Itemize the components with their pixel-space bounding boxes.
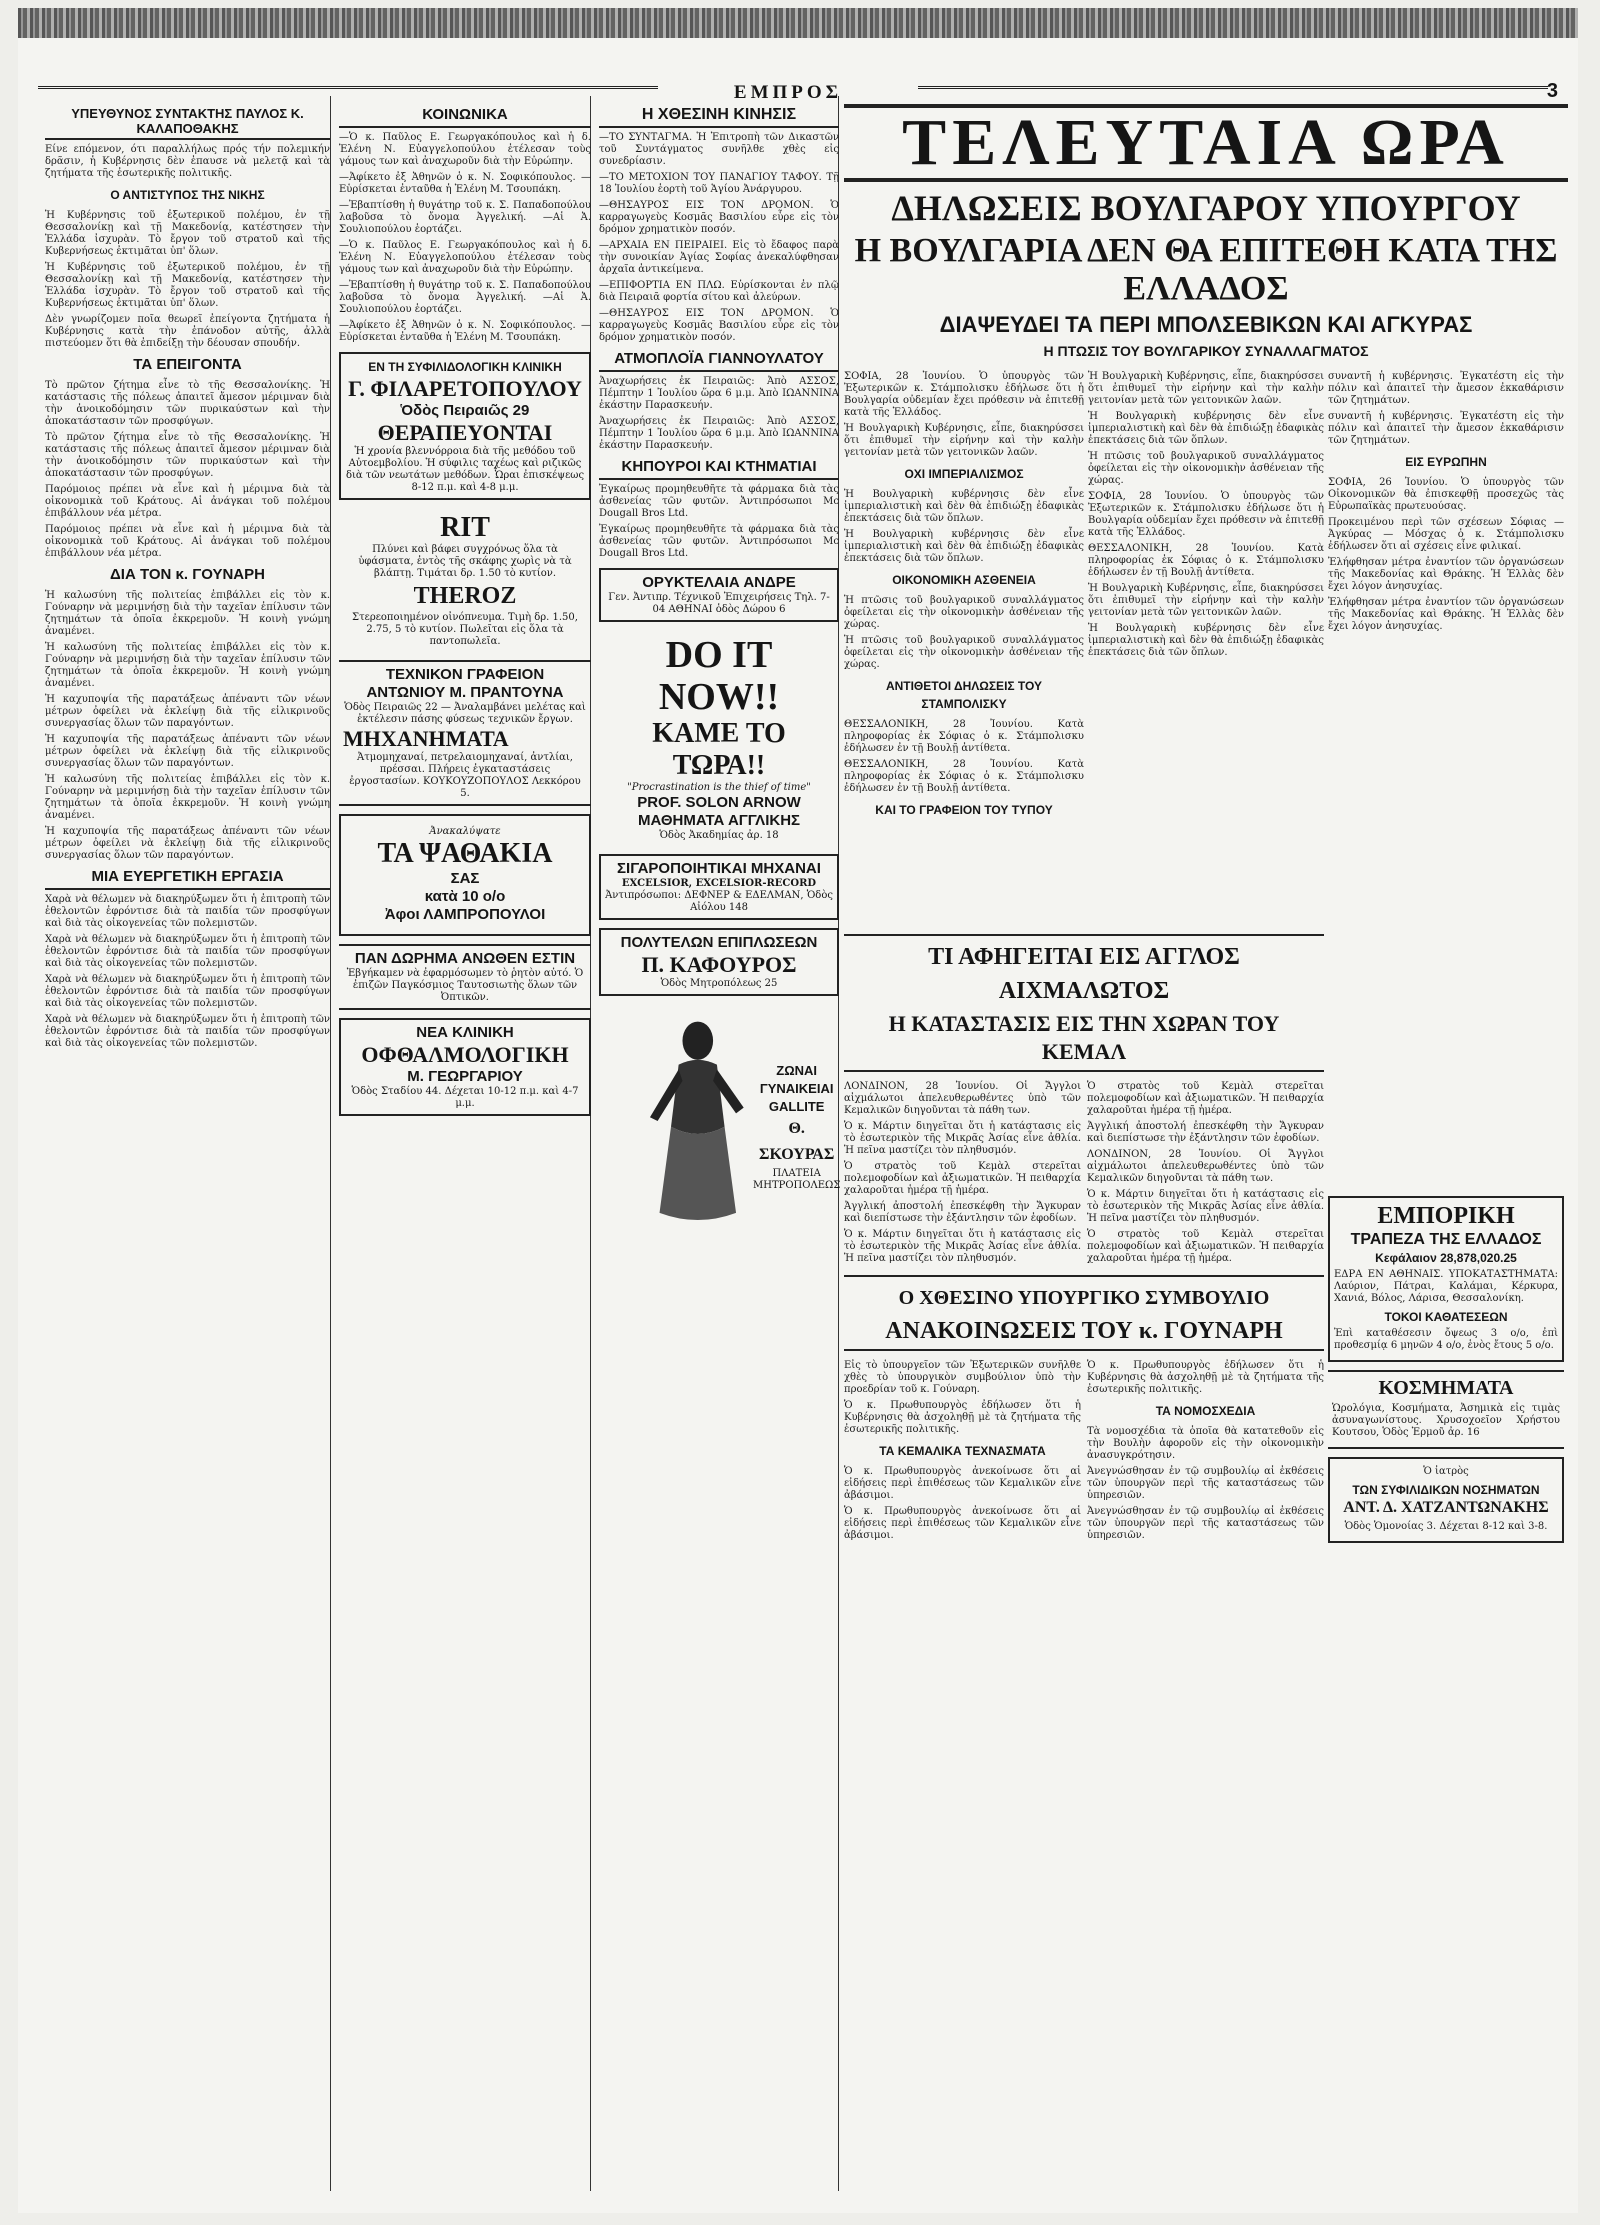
ad-text: Ἐπὶ καταθέσεσιν ὄψεως 3 ο/ο, ἐπὶ προθεσμίᾳ 6 μηνῶν 4 ο/ο, ἑνὸς ἔτους 5 ο/ο. [1334, 1328, 1558, 1351]
kemal-article [844, 928, 1324, 1546]
article-text: Ἡ Βουλγαρικὴ κυβέρνησις δὲν εἶνε ἰμπεριαλιστικὴ καὶ δὲν θὰ ἐπιδιώξῃ ἐδαφικὰς ἐπεκτάσεις διὰ τῶν ὅπλων. [844, 529, 1084, 564]
article-text: Ὁ κ. Πρωθυπουργὸς ἀνεκοίνωσε ὅτι αἱ εἰδήσεις περὶ ἐπιθέσεως τῶν Κεμαλικῶν εἶνε ἀβάσιμοι. [844, 1506, 1081, 1541]
ad-text: Ὁδὸς Σταδίου 44. Δέχεται 10-12 π.μ. καὶ 4-7 μ.μ. [351, 1086, 579, 1109]
article-text: —Ἐβαπτίσθη ἡ θυγάτηρ τοῦ κ. Σ. Παπαδοπούλου λαβοῦσα τὸ ὄνομα Ἀγγελική. —Αἱ Ἀ. Σουλιοπούλου ἑορτάζει. [339, 280, 591, 315]
article-text: Ἀγγλική ἀποστολή ἐπεσκέφθη τὴν Ἄγκυραν καὶ διεπίστωσε τὴν ἐξάντλησιν τῶν ἐφοδίων. [844, 1201, 1081, 1224]
article-text: Ὁ κ. Πρωθυπουργὸς ἐδήλωσεν ὅτι ἡ Κυβέρνησις θὰ ἀσχοληθῇ μὲ τὰ ζητήματα τῆς ἐσωτερικῆς πολιτικῆς. [1087, 1360, 1324, 1395]
article-text: —Ὁ κ. Παῦλος Ε. Γεωργακόπουλος καὶ ἡ δ. Ἑλένη Ν. Εὐαγγελοπούλου ἐτέλεσαν τοὺς γάμους των καὶ ἀναχωροῦν διὰ τὴν Εὐρώπην. [339, 240, 591, 275]
paper-name: ΕΜΠΡΟΣ [658, 82, 918, 102]
article-text: —ΑΡΧΑΙΑ ΕΝ ΠΕΙΡΑΙΕΙ. Εἰς τὸ ἔδαφος παρὰ τὴν συνοικίαν Ἀγίας Σοφίας ἀνεκαλύφθησαν ἀρχαῖα ἀντικείμενα. [599, 240, 839, 275]
psathakia-ad [339, 814, 591, 936]
article-text: Είνε επόμενον, ότι παραλλήλως πρός τήν πολεμικήν δρᾶσιν, ἡ Κυβέρνησις δὲν ἐπαυσε νὰ μελετᾷ καὶ τὰ ζητήματα τῆς ἐσωτερικῆς πολιτικῆς. [45, 144, 330, 179]
article-text: Ἡ καχυποψία τῆς παρατάξεως ἀπέναντι τῶν νέων μέτρων ὀφείλει νὰ ἐκλείψῃ διὰ τῆς εἰλικρινοῦς συνεργασίας ὅλων τῶν παραγόντων. [45, 694, 330, 729]
ad-title: Μ. ΓΕΩΡΓΑΡΙΟΥ [407, 1068, 523, 1085]
ad-text: ΕΔΡΑ ΕΝ ΑΘΗΝΑΙΣ. ΥΠΟΚΑΤΑΣΤΗΜΑΤΑ: Λαύριον, Πάτραι, Καλάμαι, Κέρκυρα, Χανιά, Βόλος, Λάρισα, Θεσσαλονίκη. [1334, 1269, 1558, 1304]
ad-text: Στερεοποιημένον οἰνόπνευμα. Τιμὴ δρ. 1.50, 2.75, 5 τὸ κυτίον. Πωλεῖται εἰς ὅλα τὰ παντοπωλεῖα. [352, 612, 578, 647]
subheading: ΤΑ ΚΕΜΑΛΙΚΑ ΤΕΧΝΑΣΜΑΤΑ [879, 1444, 1046, 1458]
ad-text: Ὡρολόγια, Κοσμήματα, Ἀσημικὰ εἰς τιμὰς ἀσυναγωνίστους. Χρυσοχοεῖον Χρήστου Κουτσου, Ὁδὸς Ἑρμοῦ ἀρ. 16 [1332, 1403, 1560, 1438]
article-text: Ἡ Βουλγαρικὴ κυβέρνησις δὲν εἶνε ἰμπεριαλιστικὴ καὶ δὲν θὰ ἐπιδιώξῃ ἐδαφικὰς ἐπεκτάσεις διὰ τῶν ὅπλων. [1088, 623, 1324, 658]
ad-title: ΜΑΘΗΜΑΤΑ ΑΓΓΛΙΚΗΣ [637, 812, 801, 829]
ad-title: ΣΙΓΑΡΟΠΟΙΗΤΙΚΑΙ ΜΗΧΑΝΑΙ [617, 860, 821, 877]
ad-title: ΝΕΑ ΚΛΙΝΙΚΗ [416, 1024, 514, 1041]
subheading: ΕΙΣ ΕΥΡΩΠΗΝ [1405, 455, 1487, 469]
article-text: Ἡ Βουλγαρικὴ κυβέρνησις δὲν εἶνε ἰμπεριαλιστικὴ καὶ δὲν θὰ ἐπιδιώξῃ ἐδαφικὰς ἐπεκτάσεις διὰ τῶν ὅπλων. [1088, 411, 1324, 446]
article-text: Ἡ Βουλγαρικὴ Κυβέρνησις, εἶπε, διακηρύσσει ὅτι ἐπιθυμεῖ τὴν εἰρήνην καὶ τὴν καλὴν γειτονίαν μετὰ τῶν γειτονικῶν λαῶν. [1088, 371, 1324, 406]
ad-title: Γ. ΦΙΛΑΡΕΤΟΠΟΥΛΟΥ [348, 376, 582, 401]
ad-title: THEROZ [413, 583, 517, 609]
article-headline: Η ΚΑΤΑΣΤΑΣΙΣ ΕΙΣ ΤΗΝ ΧΩΡΑΝ ΤΟΥ ΚΕΜΑΛ [844, 1010, 1324, 1072]
article-text: Ἡ καλωσύνη τῆς πολιτείας ἐπιβάλλει εἰς τὸν κ. Γούναρην νὰ μεριμνήσῃ διὰ τὴν ταχεῖαν ἐπίλυσιν τῶν ζητημάτων τὰ ὁποῖα ἐκκρεμοῦν. Ἡ κοινὴ γνώμη ἀναμένει. [45, 590, 330, 637]
doctor-ad [1328, 1457, 1564, 1543]
ad-title: Ἀφοι ΛΑΜΠΡΟΠΟΥΛΟΙ [384, 906, 546, 923]
ad-title: ΤΕΧΝΙΚΟΝ ΓΡΑΦΕΙΟΝ [385, 666, 545, 683]
ad-title: ΤΟΚΟΙ ΚΑΘΑΤΕΣΕΩΝ [1384, 1310, 1508, 1324]
ad-title: ΜΗΧΑΝΗΜΑΤΑ [343, 726, 509, 751]
article-text: Ἐγκαίρως προμηθευθῆτε τὰ φάρμακα διὰ τὰς ἀσθενείας τῶν φυτῶν. Ἀντιπρόσωποι Mc Dougall Bros Ltd. [599, 484, 839, 519]
byline: ΥΠΕΥΘΥΝΟΣ ΣΥΝΤΑΚΤΗΣ ΠΑΥΛΟΣ Κ. ΚΑΛΑΠΟΘΑΚΗΣ [45, 106, 330, 140]
ad-title: ΕΜΠΟΡΙΚΗ [1377, 1203, 1515, 1229]
article-text: Ἡ Κυβέρνησις τοῦ ἐξωτερικοῦ πολέμου, ἐν τῇ Θεσσαλονίκῃ καὶ τῇ Μακεδονίᾳ, κατέστησεν τὴν Ἑλλάδα ἰσχυρὰν. Τὸ ἔργον τοῦ στρατοῦ καὶ τῆς Κυβερνήσεως ἐκτιμᾶται ὑπ' ὅλων. [45, 210, 330, 257]
article-text: συναντῆ ἡ κυβέρνησις. Ἐγκατέστη εἰς τὴν πόλιν καὶ ἀπαιτεῖ τὴν ἄμεσον ἐκκαθάρισιν τῶν ζητημάτων. [1328, 371, 1564, 406]
ad-title: ΑΝΤ. Δ. ΧΑΤΖΑΝΤΩΝΑΚΗΣ [1343, 1499, 1549, 1516]
article-text: Ἡ πτῶσις τοῦ βουλγαρικοῦ συναλλάγματος ὀφείλεται εἰς τὴν οἰκονομικὴν ἀσθένειαν τῆς χώρας. [1088, 451, 1324, 486]
article-text: Ὁ κ. Πρωθυπουργὸς ἐδήλωσεν ὅτι ἡ Κυβέρνησις θὰ ἀσχοληθῇ μὲ τὰ ζητήματα τῆς ἐσωτερικῆς πολιτικῆς. [844, 1400, 1081, 1435]
article-text: Ὁ στρατὸς τοῦ Κεμὰλ στερεῖται πολεμοφοδίων καὶ ἀξιωματικῶν. Ἡ πειθαρχία χαλαροῦται ἡμέρα τῇ ἡμέρα. [1087, 1229, 1324, 1264]
headline: Η ΒΟΥΛΓΑΡΙΑ ΔΕΝ ΘΑ ΕΠΙΤΕΘΗ ΚΑΤΑ ΤΗΣ ΕΛΛΑΔΟΣ [854, 232, 1558, 307]
ad-text: "Procrastination is the thief of time" [627, 782, 811, 793]
article-text: —ΘΗΣΑΥΡΟΣ ΕΙΣ ΤΟΝ ΔΡΟΜΟΝ. Ὁ καρραγωγεὺς Κοσμᾶς Βασιλίου εὗρε εἰς τὸν δρόμον χρηματικὸν ποσόν. [599, 200, 839, 235]
page-number: 3 [1546, 80, 1558, 102]
column-1 [40, 100, 335, 2190]
article-text: —Ἀφίκετο ἐξ Ἀθηνῶν ὁ κ. Ν. Σοφικόπουλος. —Εὑρίσκεται ἐνταῦθα ἡ Ἑλένη Μ. Τσουπάκη. [339, 172, 591, 195]
ad-title: RIT [440, 512, 490, 543]
article-text: ΘΕΣΣΑΛΟΝΙΚΗ, 28 Ἰουνίου. Κατὰ πληροφορίας ἐκ Σόφιας ὁ κ. Στάμπολισκυ ἐδήλωσεν ἐν τῇ Βουλῇ ἀντίθετα. [844, 719, 1084, 754]
subheading: ΤΑ ΕΠΕΙΓΟΝΤΑ [133, 356, 242, 373]
article-text: Ἀνεγνώσθησαν ἐν τῷ συμβουλίῳ αἱ ἐκθέσεις τῶν ὑπουργῶν περὶ τῆς καταστάσεως τῶν ὑπηρεσιῶν. [1087, 1506, 1324, 1541]
english-lessons-ad [599, 630, 839, 846]
article-text: Χαρὰ νὰ θέλωμεν νὰ διακηρύξωμεν ὅτι ἡ ἐπιτροπὴ τῶν ἐθελοντῶν ἐφρόντισε διὰ τὰ παιδία τῶν προσφύγων καὶ διὰ τὰς οἰκογενείας τῶν πολεμιστῶν. [45, 894, 330, 929]
oil-ad [599, 568, 839, 622]
banner-headline: ΤΕΛΕΥΤΑΙΑ ΩΡΑ [844, 104, 1568, 182]
article-text: Ὁ στρατὸς τοῦ Κεμὰλ στερεῖται πολεμοφοδίων καὶ ἀξιωματικῶν. Ἡ πειθαρχία χαλαροῦται ἡμέρα τῇ ἡμέρα. [844, 1161, 1081, 1196]
ads-column [1328, 1188, 1564, 1551]
article-text: —Ἀφίκετο ἐξ Ἀθηνῶν ὁ κ. Ν. Σοφικόπουλος. —Εὑρίσκεται ἐνταῦθα ἡ Ἑλένη Μ. Τσουπάκη. [339, 320, 591, 343]
article-text: Ἀναχωρήσεις ἐκ Πειραιῶς: Ἀπὸ ΑΣΣΟΣ, Πέμπτην 1 Ἰουλίου ὥρα 6 μ.μ. Ἀπὸ ΙΩΑΝΝΙΝΑ ἐκάστην Παρασκευήν. [599, 416, 839, 451]
ad-text: ΠΛΑΤΕΙΑ ΜΗΤΡΟΠΟΛΕΩΣ [753, 1168, 841, 1191]
ad-text: Ἀνακαλύψατε [429, 826, 501, 837]
article-text: Τὸ πρῶτον ζήτημα εἶνε τὸ τῆς Θεσσαλονίκης. Ἡ κατάστασις τῆς πόλεως ἀπαιτεῖ ἄμεσον μέριμναν διὰ τὴν ἀνοικοδόμησιν τῶν πυρικαύστων καὶ τὴν ἀποκατάστασιν τῶν προσφύγων. [45, 380, 330, 427]
ad-title: ΠΟΛΥΤΕΛΩΝ ΕΠΙΠΛΩΣΕΩΝ [620, 934, 818, 951]
article-text: Ὁ στρατὸς τοῦ Κεμὰλ στερεῖται πολεμοφοδίων καὶ ἀξιωματικῶν. Ἡ πειθαρχία χαλαροῦται ἡμέρα τῇ ἡμέρα. [1087, 1081, 1324, 1116]
article-text: Ἐλήφθησαν μέτρα ἐναντίον τῶν ὀργανώσεων τῆς Μακεδονίας καὶ Θράκης. Ἡ Ἑλλὰς δὲν ἔχει λόγον ἀνησυχίας. [1328, 557, 1564, 592]
article-text: Ἀναχωρήσεις ἐκ Πειραιῶς: Ἀπὸ ΑΣΣΟΣ, Πέμπτην 1 Ἰουλίου ὥρα 6 μ.μ. Ἀπὸ ΙΩΑΝΝΙΝΑ ἐκάστην Παρασκευήν. [599, 376, 839, 411]
ad-address: Ὁδὸς Πειραιῶς 29 [400, 402, 530, 419]
article-text: Ἐγκαίρως προμηθευθῆτε τὰ φάρμακα διὰ τὰς ἀσθενείας τῶν φυτῶν. Ἀντιπρόσωποι Mc Dougall Bros Ltd. [599, 524, 839, 559]
subheading: ΟΙΚΟΝΟΜΙΚΗ ΑΣΘΕΝΕΙΑ [892, 573, 1036, 587]
ad-text: Ἀντιπρόσωποι: ΔΕΦΝΕΡ & ΕΔΕΛΜΑΝ, Ὁδὸς Αἰόλου 148 [605, 890, 833, 913]
ad-title: DO IT NOW!! [658, 634, 780, 718]
article-text: —ΤΟ ΣΥΝΤΑΓΜΑ. Ἡ Ἐπιτροπὴ τῶν Δικαστῶν τοῦ Συντάγματος συνῆλθε χθὲς εἰς συνεδρίασιν. [599, 132, 839, 167]
subheading: ΟΧΙ ΙΜΠΕΡΙΑΛΙΣΜΟΣ [904, 467, 1024, 481]
article-text: Ἡ καχυποψία τῆς παρατάξεως ἀπέναντι τῶν νέων μέτρων ὀφείλει νὰ ἐκλείψῃ διὰ τῆς εἰλικρινοῦς συνεργασίας ὅλων τῶν παραγόντων. [45, 826, 330, 861]
column-3 [594, 100, 844, 2190]
article-text: ΣΟΦΙΑ, 28 Ἰουνίου. Ὁ ὑπουργὸς τῶν Ἐξωτερικῶν κ. Στάμπολισκυ ἐδήλωσε ὅτι ἡ Βουλγαρία οὐδεμίαν ἔχει πρόθεσιν νὰ ἐπιτεθῇ κατὰ τῆς Ἑλλάδος. [844, 371, 1084, 418]
article-text: Ἡ πτῶσις τοῦ βουλγαρικοῦ συναλλάγματος ὀφείλεται εἰς τὴν οἰκονομικὴν ἀσθένειαν τῆς χώρας. [844, 635, 1084, 670]
headline: ΔΗΛΩΣΕΙΣ ΒΟΥΛΓΑΡΟΥ ΥΠΟΥΡΓΟΥ [891, 188, 1521, 228]
news-columns [844, 368, 1568, 2148]
article-text: Χαρὰ νὰ θέλωμεν νὰ διακηρύξωμεν ὅτι ἡ ἐπιτροπὴ τῶν ἐθελοντῶν ἐφρόντισε διὰ τὰ παιδία τῶν προσφύγων καὶ διὰ τὰς οἰκογενείας τῶν πολεμιστῶν. [45, 934, 330, 969]
article-text: Χαρὰ νὰ θέλωμεν νὰ διακηρύξωμεν ὅτι ἡ ἐπιτροπὴ τῶν ἐθελοντῶν ἐφρόντισε διὰ τὰ παιδία τῶν προσφύγων καὶ διὰ τὰς οἰκογενείας τῶν πολεμιστῶν. [45, 1014, 330, 1049]
ad-title: Π. ΚΑΦΟΥΡΟΣ [641, 952, 797, 977]
article-text: Ἡ καχυποψία τῆς παρατάξεως ἀπέναντι τῶν νέων μέτρων ὀφείλει νὰ ἐκλείψῃ διὰ τῆς εἰλικρινοῦς συνεργασίας ὅλων τῶν παραγόντων. [45, 734, 330, 769]
article-text: ΘΕΣΣΑΛΟΝΙΚΗ, 28 Ἰουνίου. Κατὰ πληροφορίας ἐκ Σόφιας ὁ κ. Στάμπολισκυ ἐδήλωσεν ἐν τῇ Βουλῇ ἀντίθετα. [844, 759, 1084, 794]
article-text: Ἡ πτῶσις τοῦ βουλγαρικοῦ συναλλάγματος ὀφείλεται εἰς τὴν οἰκονομικὴν ἀσθένειαν τῆς χώρας. [844, 595, 1084, 630]
ad-text: Ὁδὸς Πειραιῶς 22 — Ἀναλαμβάνει μελέτας καὶ ἐκτέλεσιν πάσης φύσεως τεχνικῶν ἔργων. [344, 702, 586, 725]
article-text: Ὁ κ. Μάρτιν διηγεῖται ὅτι ἡ κατάστασις εἰς τὸ ἐσωτερικὸν τῆς Μικρᾶς Ἀσίας εἶνε ἀθλία. Ἡ πεῖνα μαστίζει τὸν πληθυσμόν. [1087, 1189, 1324, 1224]
article-text: Προκειμένου περὶ τῶν σχέσεων Σόφιας — Ἀγκύρας — Μόσχας ὁ κ. Στάμπολισκυ ἐδήλωσεν ὅτι αἱ σχέσεις εἶνε φιλικαί. [1328, 517, 1564, 552]
headline: Η ΠΤΩΣΙΣ ΤΟΥ ΒΟΥΛΓΑΡΙΚΟΥ ΣΥΝΑΛΛΑΓΜΑΤΟΣ [1043, 343, 1369, 359]
cigarette-machines-ad [599, 854, 839, 920]
article-text: Τὰ νομοσχέδια τὰ ὁποῖα θὰ κατατεθοῦν εἰς τὴν Βουλὴν ἀφοροῦν εἰς τὴν οἰκονομικὴν ἀνασυγκρότησιν. [1087, 1426, 1324, 1461]
article-text: ΣΟΦΙΑ, 28 Ἰουνίου. Ὁ ὑπουργὸς τῶν Ἐξωτερικῶν κ. Στάμπολισκυ ἐδήλωσε ὅτι ἡ Βουλγαρία οὐδεμίαν ἔχει πρόθεσιν νὰ ἐπιτεθῇ κατὰ τῆς Ἑλλάδος. [1088, 491, 1324, 538]
ad-title: ΤΡΑΠΕΖΑ ΤΗΣ ΕΛΛΑΔΟΣ [1350, 1231, 1542, 1248]
ad-text: Ἐβγήκαμεν νὰ ἐφαρμόσωμεν τὸ ῥητὸν αὐτό. Ὁ ἐπιζῶν Παγκόσμιος Ταυτοσιωτὴς ὅλων τῶν Ὀπτικῶν. [346, 968, 584, 1003]
article-text: —ΤΟ ΜΕΤΟΧΙΟΝ ΤΟΥ ΠΑΝΑΓΙΟΥ ΤΑΦΟΥ. Τῇ 18 Ἰουλίου ἑορτὴ τοῦ Ἁγίου Ἀνάργυρου. [599, 172, 839, 195]
article-text: ΛΟΝΔΙΝΟΝ, 28 Ἰουνίου. Οἱ Ἄγγλοι αἰχμάλωτοι ἀπελευθερωθέντες ὑπὸ τῶν Κεμαλικῶν διηγοῦνται τὰ πάθη των. [844, 1081, 1081, 1116]
column-2 [334, 100, 596, 2190]
newspaper-page [18, 8, 1578, 2213]
ad-text: Ὁ ἰατρὸς [1423, 1466, 1469, 1477]
article-text: ΘΕΣΣΑΛΟΝΙΚΗ, 28 Ἰουνίου. Κατὰ πληροφορίας ἐκ Σόφιας ὁ κ. Στάμπολισκυ ἐδήλωσεν ἐν τῇ Βουλῇ ἀντίθετα. [1088, 543, 1324, 578]
article-text: —ΕΠΙΦΟΡΤΙΑ ΕΝ ΠΛΩ. Εὑρίσκονται ἐν πλῷ διὰ Πειραιᾶ φορτία σίτου καὶ ἀλεύρων. [599, 280, 839, 303]
article-text: Παρόμοιος πρέπει νὰ εἶνε καὶ ἡ μέριμνα διὰ τὰ οἰκονομικὰ τοῦ Κράτους. Αἱ ἀνάγκαι τοῦ πολέμου ἐπιβάλλουν νέα μέτρα. [45, 524, 330, 559]
article-text: Ὁ κ. Μάρτιν διηγεῖται ὅτι ἡ κατάστασις εἰς τὸ ἐσωτερικὸν τῆς Μικρᾶς Ἀσίας εἶνε ἀθλία. Ἡ πεῖνα μαστίζει τὸν πληθυσμόν. [844, 1229, 1081, 1264]
jewelry-ad [1328, 1370, 1564, 1449]
article-text: —Ὁ κ. Παῦλος Ε. Γεωργακόπουλος καὶ ἡ δ. Ἑλένη Ν. Εὐαγγελοπούλου ἐτέλεσαν τοὺς γάμους των καὶ ἀναχωροῦν διὰ τὴν Εὐρώπην. [339, 132, 591, 167]
eye-clinic-ad [339, 1018, 591, 1116]
subheading: ΤΑ ΝΟΜΟΣΧΕΔΙΑ [1155, 1404, 1256, 1418]
rit-ad [339, 508, 591, 652]
ad-title: PROF. SOLON ARNOW [637, 794, 801, 811]
article-text: Ἀνεγνώσθησαν ἐν τῷ συμβουλίῳ αἱ ἐκθέσεις τῶν ὑπουργῶν περὶ τῆς καταστάσεως τῶν ὑπηρεσιῶν. [1087, 1466, 1324, 1501]
subheading: ΑΝΤΙΘΕΤΟΙ ΔΗΛΩΣΕΙΣ ΤΟΥ ΣΤΑΜΠΟΛΙΣΚΥ [885, 679, 1043, 711]
article-text: Ὁ κ. Μάρτιν διηγεῖται ὅτι ἡ κατάστασις εἰς τὸ ἐσωτερικὸν τῆς Μικρᾶς Ἀσίας εἶνε ἀθλία. Ἡ πεῖνα μαστίζει τὸν πληθυσμόν. [844, 1121, 1081, 1156]
article-text: ΛΟΝΔΙΝΟΝ, 28 Ἰουνίου. Οἱ Ἄγγλοι αἰχμάλωτοι ἀπελευθερωθέντες ὑπὸ τῶν Κεμαλικῶν διηγοῦνται τὰ πάθη των. [1087, 1149, 1324, 1184]
headline: ΔΙΑΨΕΥΔΕΙ ΤΑ ΠΕΡΙ ΜΠΟΛΣΕΒΙΚΩΝ ΚΑΙ ΑΓΚΥΡΑΣ [939, 312, 1473, 337]
article-text: Ἡ Βουλγαρικὴ Κυβέρνησις, εἶπε, διακηρύσσει ὅτι ἐπιθυμεῖ τὴν εἰρήνην καὶ τὴν καλὴν γειτονίαν μετὰ τῶν γειτονικῶν λαῶν. [1088, 583, 1324, 618]
article-text: Ἡ Βουλγαρικὴ Κυβέρνησις, εἶπε, διακηρύσσει ὅτι ἐπιθυμεῖ τὴν εἰρήνην καὶ τὴν καλὴν γειτονίαν μετὰ τῶν γειτονικῶν λαῶν. [844, 423, 1084, 458]
corset-illustration [603, 1012, 753, 1242]
ad-title: ΘΕΡΑΠΕΥΟΝΤΑΙ [377, 420, 553, 445]
clinic-ad [339, 352, 591, 500]
article-text: Εἰς τὸ ὑπουργεῖον τῶν Ἐξωτερικῶν συνῆλθε χθὲς τὸ ὑπουργικὸν συμβούλιον ὑπὸ τὴν προεδρίαν τοῦ κ. Γούναρη. [844, 1360, 1081, 1395]
article-text: Ἐλήφθησαν μέτρα ἐναντίον τῶν ὀργανώσεων τῆς Μακεδονίας καὶ Θράκης. Ἡ Ἑλλὰς δὲν ἔχει λόγον ἀνησυχίας. [1328, 597, 1564, 632]
ad-title: Θ. ΣΚΟΥΡΑΣ [759, 1120, 835, 1163]
woman-figure-icon [603, 1012, 783, 1232]
ad-text: Ὁδὸς Μητροπόλεως 25 [660, 978, 778, 989]
ad-title: ΚΟΣΜΗΜΑΤΑ [1378, 1377, 1514, 1399]
scan-edge-noise [18, 8, 1578, 38]
optician-ad [339, 944, 591, 1010]
article-text: συναντῆ ἡ κυβέρνησις. Ἐγκατέστη εἰς τὴν πόλιν καὶ ἀπαιτεῖ τὴν ἄμεσον ἐκκαθάρισιν τῶν ζητημάτων. [1328, 411, 1564, 446]
article-text: —ΘΗΣΑΥΡΟΣ ΕΙΣ ΤΟΝ ΔΡΟΜΟΝ. Ὁ καρραγωγεὺς Κοσμᾶς Βασιλίου εὗρε εἰς τὸν δρόμον χρηματικὸν ποσόν. [599, 308, 839, 343]
ad-text: Γεν. Ἀντιπρ. Τέχνικοῦ Ἐπιχειρήσεις Τηλ. 7-04 ΑΘΗΝΑΙ ὁδὸς Δώρου 6 [608, 592, 830, 615]
article-text: Ἡ καλωσύνη τῆς πολιτείας ἐπιβάλλει εἰς τὸν κ. Γούναρην νὰ μεριμνήσῃ διὰ τὴν ταχεῖαν ἐπίλυσιν τῶν ζητημάτων τὰ ὁποῖα ἐκκρεμοῦν. Ἡ κοινὴ γνώμη ἀναμένει. [45, 774, 330, 821]
subheading: ΚΑΙ ΤΟ ΓΡΑΦΕΙΟΝ ΤΟΥ ΤΥΠΟΥ [875, 803, 1053, 817]
ad-text: ΣΑΣ [450, 870, 480, 887]
section-heading: ΚΗΠΟΥΡΟΙ ΚΑΙ ΚΤΗΜΑΤΙΑΙ [599, 458, 839, 480]
subheading: ΔΙΑ ΤΟΝ κ. ΓΟΥΝΑΡΗ [110, 566, 265, 583]
news-col-c [1328, 368, 1564, 637]
bank-ad [1328, 1196, 1564, 1362]
ad-title: ΑΝΤΩΝΙΟΥ Μ. ΠΡΑΝΤΟΥΝΑ [366, 684, 564, 701]
news-col-b [1088, 368, 1324, 663]
news-col-a [844, 368, 1084, 825]
ad-text: Ἀτμομηχαναί, πετρελαιομηχαναί, ἀντλίαι, πρέσσαι. Πλήρεις ἐγκαταστάσεις ἐργοστασίων. ΚΟΥΚΟΥΖΟΠΟΥΛΟΣ Λεκκόρου 5. [349, 752, 581, 799]
ad-text: Ὁδὸς Ὁμονοίας 3. Δέχεται 8-12 καὶ 3-8. [1344, 1521, 1548, 1532]
section-heading: ΑΤΜΟΠΛΟΪΑ ΓΙΑΝΝΟΥΛΑΤΟΥ [599, 350, 839, 372]
article-text: Δὲν γνωρίζομεν ποῖα θεωρεῖ ἐπείγοντα ζητήματα ἡ Κυβέρνησις κατὰ τὴν ἐπάνοδον αὐτῆς, ἀλλὰ πιστεύομεν ὅτι θὰ ἐπιδείξῃ τὴν δέουσαν σπουδήν. [45, 314, 330, 349]
article-text: Ἀγγλική ἀποστολή ἐπεσκέφθη τὴν Ἄγκυραν καὶ διεπίστωσε τὴν ἐξάντλησιν τῶν ἐφοδίων. [1087, 1121, 1324, 1144]
ad-text: Ὁδὸς Ἀκαδημίας ἀρ. 18 [659, 830, 779, 841]
subheading: Ο ΑΝΤΙΣΤΥΠΟΣ ΤΗΣ ΝΙΚΗΣ [110, 188, 265, 202]
article-headline: Ο ΧΘΕΣΙΝΟ ΥΠΟΥΡΓΙΚΟ ΣΥΜΒΟΥΛΙΟ [844, 1275, 1324, 1315]
furniture-ad [599, 928, 839, 996]
ad-title: ΟΦΘΑΛΜΟΛΟΓΙΚΗ [361, 1042, 569, 1067]
article-text: Ἡ Βουλγαρικὴ κυβέρνησις δὲν εἶνε ἰμπεριαλιστικὴ καὶ δὲν θὰ ἐπιδιώξῃ ἐδαφικὰς ἐπεκτάσεις διὰ τῶν ὅπλων. [844, 489, 1084, 524]
ad-title: ΠΑΝ ΔΩΡΗΜΑ ΑΝΩΘΕΝ ΕΣΤΙΝ [354, 950, 576, 967]
article-headline: ΑΝΑΚΟΙΝΩΣΕΙΣ ΤΟΥ κ. ΓΟΥΝΑΡΗ [844, 1317, 1324, 1351]
article-text: Ἡ Κυβέρνησις τοῦ ἐξωτερικοῦ πολέμου, ἐν τῇ Θεσσαλονίκῃ καὶ τῇ Μακεδονίᾳ, κατέστησεν τὴν Ἑλλάδα ἰσχυρὰν. Τὸ ἔργον τοῦ στρατοῦ καὶ τῆς Κυβερνήσεως ἐκτιμᾶται ὑπ' ὅλων. [45, 262, 330, 309]
technical-office-ad [339, 660, 591, 806]
ad-title: ΖΩΝΑΙ ΓΥΝΑΙΚΕΙΑΙ GALLITE [759, 1063, 834, 1114]
ad-text: κατὰ 10 ο/ο [424, 888, 506, 905]
ad-title: ΚΑΜΕ ΤΟ ΤΩΡΑ!! [652, 718, 786, 781]
ad-text: EXCELSIOR, EXCELSIOR-RECORD [621, 878, 817, 889]
ad-heading: ΕΝ ΤΗ ΣΥΦΙΛΙΔΟΛΟΓΙΚΗ ΚΛΙΝΙΚΗ [368, 360, 562, 374]
latest-news-section [844, 100, 1568, 2190]
ad-text: Κεφάλαιον 28,878,020.25 [1375, 1251, 1517, 1265]
section-heading: ΚΟΙΝΩΝΙΚΑ [339, 106, 591, 128]
ad-title: ΟΡΥΚΤΕΛΑΙΑ ΑΝΔΡΕ [642, 574, 796, 591]
ad-text: Πλύνει καὶ βάφει συγχρόνως ὅλα τὰ ὑφάσματα, ἐντὸς τῆς σκάφης χωρὶς νὰ τὰ βλάπτῃ. Τιμάται δρ. 1.50 τὸ κυτίον. [358, 544, 572, 579]
section-heading: Η ΧΘΕΣΙΝΗ ΚΙΝΗΣΙΣ [599, 106, 839, 128]
article-headline: ΤΙ ΑΦΗΓΕΙΤΑΙ ΕΙΣ ΑΓΓΛΟΣ ΑΙΧΜΑΛΩΤΟΣ [844, 934, 1324, 1008]
article-text: Παρόμοιος πρέπει νὰ εἶνε καὶ ἡ μέριμνα διὰ τὰ οἰκονομικὰ τοῦ Κράτους. Αἱ ἀνάγκαι τοῦ πολέμου ἐπιβάλλουν νέα μέτρα. [45, 484, 330, 519]
article-text: Ἡ καλωσύνη τῆς πολιτείας ἐπιβάλλει εἰς τὸν κ. Γούναρην νὰ μεριμνήσῃ διὰ τὴν ταχεῖαν ἐπίλυσιν τῶν ζητημάτων τὰ ὁποῖα ἐκκρεμοῦν. Ἡ κοινὴ γνώμη ἀναμένει. [45, 642, 330, 689]
ad-text: Ἡ χρονία βλεννόρροια διὰ τῆς μεθόδου τοῦ Αὐτοεμβολίου. Ἡ σύφιλις ταχέως καὶ ριζικῶς διὰ τῶν νεωτάτων μεθόδων. Ὧραι ἐπισκέψεως 8-12 π.μ. καὶ 4-8 μ.μ. [345, 446, 585, 493]
ad-title: ΤΑ ΨΑΘΑΚΙΑ [377, 838, 553, 869]
subheading: ΜΙΑ ΕΥΕΡΓΕΤΙΚΗ ΕΡΓΑΣΙΑ [45, 868, 330, 890]
article-text: —Ἐβαπτίσθη ἡ θυγάτηρ τοῦ κ. Σ. Παπαδοπούλου λαβοῦσα τὸ ὄνομα Ἀγγελική. —Αἱ Ἀ. Σουλιοπούλου ἑορτάζει. [339, 200, 591, 235]
article-text: ΣΟΦΙΑ, 26 Ἰουνίου. Ὁ ὑπουργὸς τῶν Οἰκονομικῶν θὰ ἐπισκεφθῇ προσεχῶς τὰς Εὐρωπαϊκὰς πρωτευούσας. [1328, 477, 1564, 512]
article-text: Χαρὰ νὰ θέλωμεν νὰ διακηρύξωμεν ὅτι ἡ ἐπιτροπὴ τῶν ἐθελοντῶν ἐφρόντισε διὰ τὰ παιδία τῶν προσφύγων καὶ διὰ τὰς οἰκογενείας τῶν πολεμιστῶν. [45, 974, 330, 1009]
ad-title: ΤΩΝ ΣΥΦΙΛΙΔΙΚΩΝ ΝΟΣΗΜΑΤΩΝ [1352, 1483, 1540, 1497]
article-text: Τὸ πρῶτον ζήτημα εἶνε τὸ τῆς Θεσσαλονίκης. Ἡ κατάστασις τῆς πόλεως ἀπαιτεῖ ἄμεσον μέριμναν διὰ τὴν ἀνοικοδόμησιν τῶν πυρικαύστων καὶ τὴν ἀποκατάστασιν τῶν προσφύγων. [45, 432, 330, 479]
corset-ad [599, 1004, 839, 1250]
article-text: Ὁ κ. Πρωθυπουργὸς ἀνεκοίνωσε ὅτι αἱ εἰδήσεις περὶ ἐπιθέσεως τῶν Κεμαλικῶν εἶνε ἀβάσιμοι. [844, 1466, 1081, 1501]
